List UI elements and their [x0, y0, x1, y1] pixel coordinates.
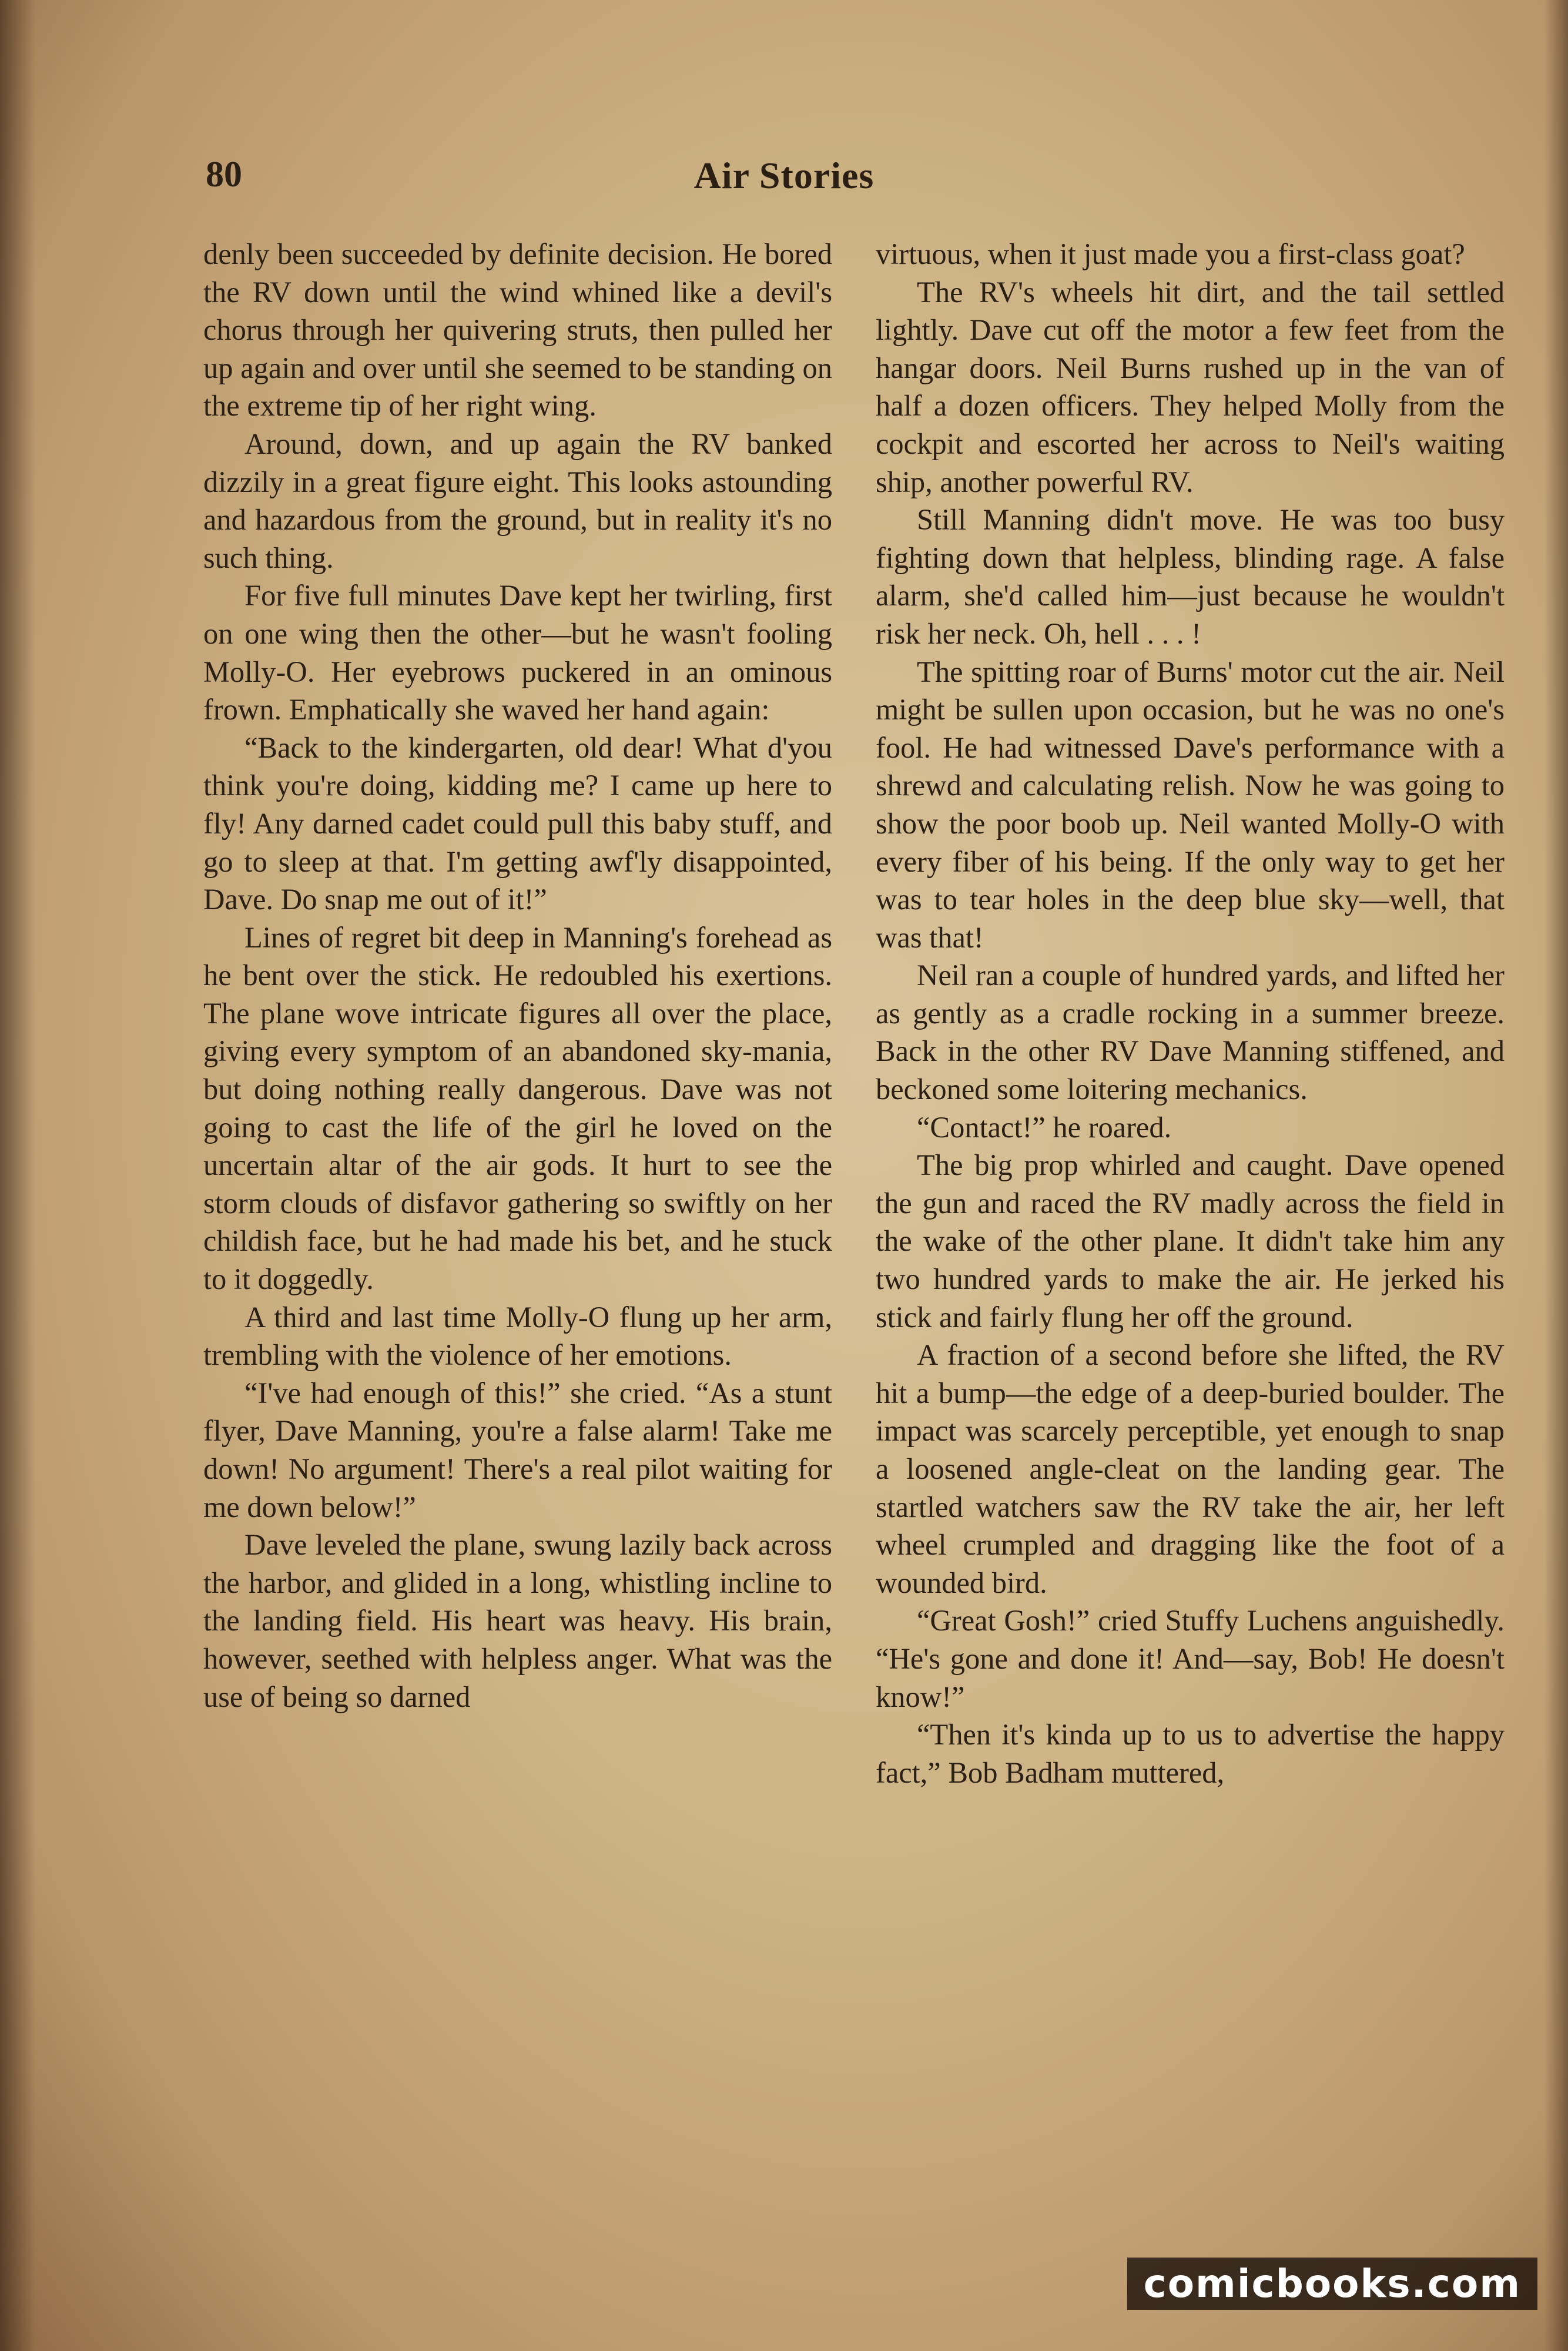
right-column: [876, 235, 1505, 1791]
paragraph: A third and last time Molly-O flung up her arm, trembling with the violence of her emotions.: [203, 1300, 832, 1372]
right-page-shadow: [1544, 0, 1568, 2351]
paragraph: Dave leveled the plane, swung lazily back across the harbor, and glided in a long, whistling incline to the landing field. His heart was heavy. His brain, however, seethed with helpless anger. What was the use of being so darned: [203, 1528, 832, 1713]
paragraph: The RV's wheels hit dirt, and the tail settled lightly. Dave cut off the motor a few feet from the hangar doors. Neil Burns rushed up in the van of half a dozen officers. They helped Molly from the cockpit and escorted her across to Neil's waiting ship, another powerful RV.: [876, 275, 1505, 498]
paragraph: “Back to the kindergarten, old dear! What d'you think you're doing, kidding me? I came up here to fly! Any darned cadet could pull this baby stuff, and go to sleep at that. I'm getting awf'ly disappointed, Dave. Do snap me out of it!”: [203, 731, 832, 916]
page-number: 80: [206, 155, 242, 195]
running-head: Air Stories: [693, 155, 875, 196]
paragraph: The big prop whirled and caught. Dave opened the gun and raced the RV madly across the field in the wake of the other plane. It didn't take him any two hundred yards to make the air. He jerked his stick and fairly flung her off the ground.: [876, 1148, 1505, 1334]
paragraph: A fraction of a second before she lifted, the RV hit a bump—the edge of a deep-buried boulder. The impact was scarcely perceptible, yet enough to snap a loosened angle-cleat on the landing gear. The startled watchers saw the RV take the air, her left wheel crumpled and dragging like the foot of a wounded bird.: [876, 1338, 1505, 1599]
left-page-shadow: [0, 0, 35, 2351]
paragraph: “Great Gosh!” cried Stuffy Luchens anguishedly. “He's gone and done it! And—say, Bob! He doesn't know!”: [876, 1604, 1505, 1713]
paragraph: “I've had enough of this!” she cried. “As a stunt flyer, Dave Manning, you're a false alarm! Take me down! No argument! There's a real pilot waiting for me down below!”: [203, 1376, 832, 1523]
paragraph: Neil ran a couple of hundred yards, and lifted her as gently as a cradle rocking in a summer breeze. Back in the other RV Dave Manning stiffened, and beckoned some loitering mechanics.: [876, 959, 1505, 1106]
left-column: [203, 235, 832, 1716]
paragraph: denly been succeeded by definite decision. He bored the RV down until the wind whined like a devil's chorus through her quivering struts, then pulled her up again and over until she seemed to be standing on the extreme tip of her right wing.: [203, 237, 832, 423]
paragraph: virtuous, when it just made you a first-class goat?: [876, 237, 1465, 270]
paragraph: “Contact!” he roared.: [917, 1110, 1172, 1144]
watermark: comicbooks.com: [1127, 2258, 1537, 2310]
paragraph: “Then it's kinda up to us to advertise the happy fact,” Bob Badham muttered,: [876, 1718, 1505, 1789]
paragraph: The spitting roar of Burns' motor cut the air. Neil might be sullen upon occasion, but he was no one's fool. He had witnessed Dave's performance with a shrewd and calculating relish. Now he was going to show the poor boob up. Neil wanted Molly-O with every fiber of his being. If the only way to get her was to tear holes in the deep blue sky—well, that was that!: [876, 655, 1505, 954]
paragraph: Around, down, and up again the RV banked dizzily in a great figure eight. This looks astounding and hazardous from the ground, but in reality it's no such thing.: [203, 427, 832, 574]
paragraph: For five full minutes Dave kept her twirling, first on one wing then the other—but he wasn't fooling Molly-O. Her eyebrows puckered in an ominous frown. Emphatically she waved her hand again:: [203, 579, 832, 726]
paragraph: Still Manning didn't move. He was too busy fighting down that helpless, blinding rage. A false alarm, she'd called him—just because he wouldn't risk her neck. Oh, hell . . . !: [876, 503, 1505, 650]
paragraph: Lines of regret bit deep in Manning's forehead as he bent over the stick. He redoubled his exertions. The plane wove intricate figures all over the place, giving every symptom of an abandoned sky-mania, but doing nothing really dangerous. Dave was not going to cast the life of the girl he loved on the uncertain altar of the air gods. It hurt to see the storm clouds of disfavor gathering so swiftly on her childish face, but he had made his bet, and he stuck to it doggedly.: [203, 920, 832, 1296]
